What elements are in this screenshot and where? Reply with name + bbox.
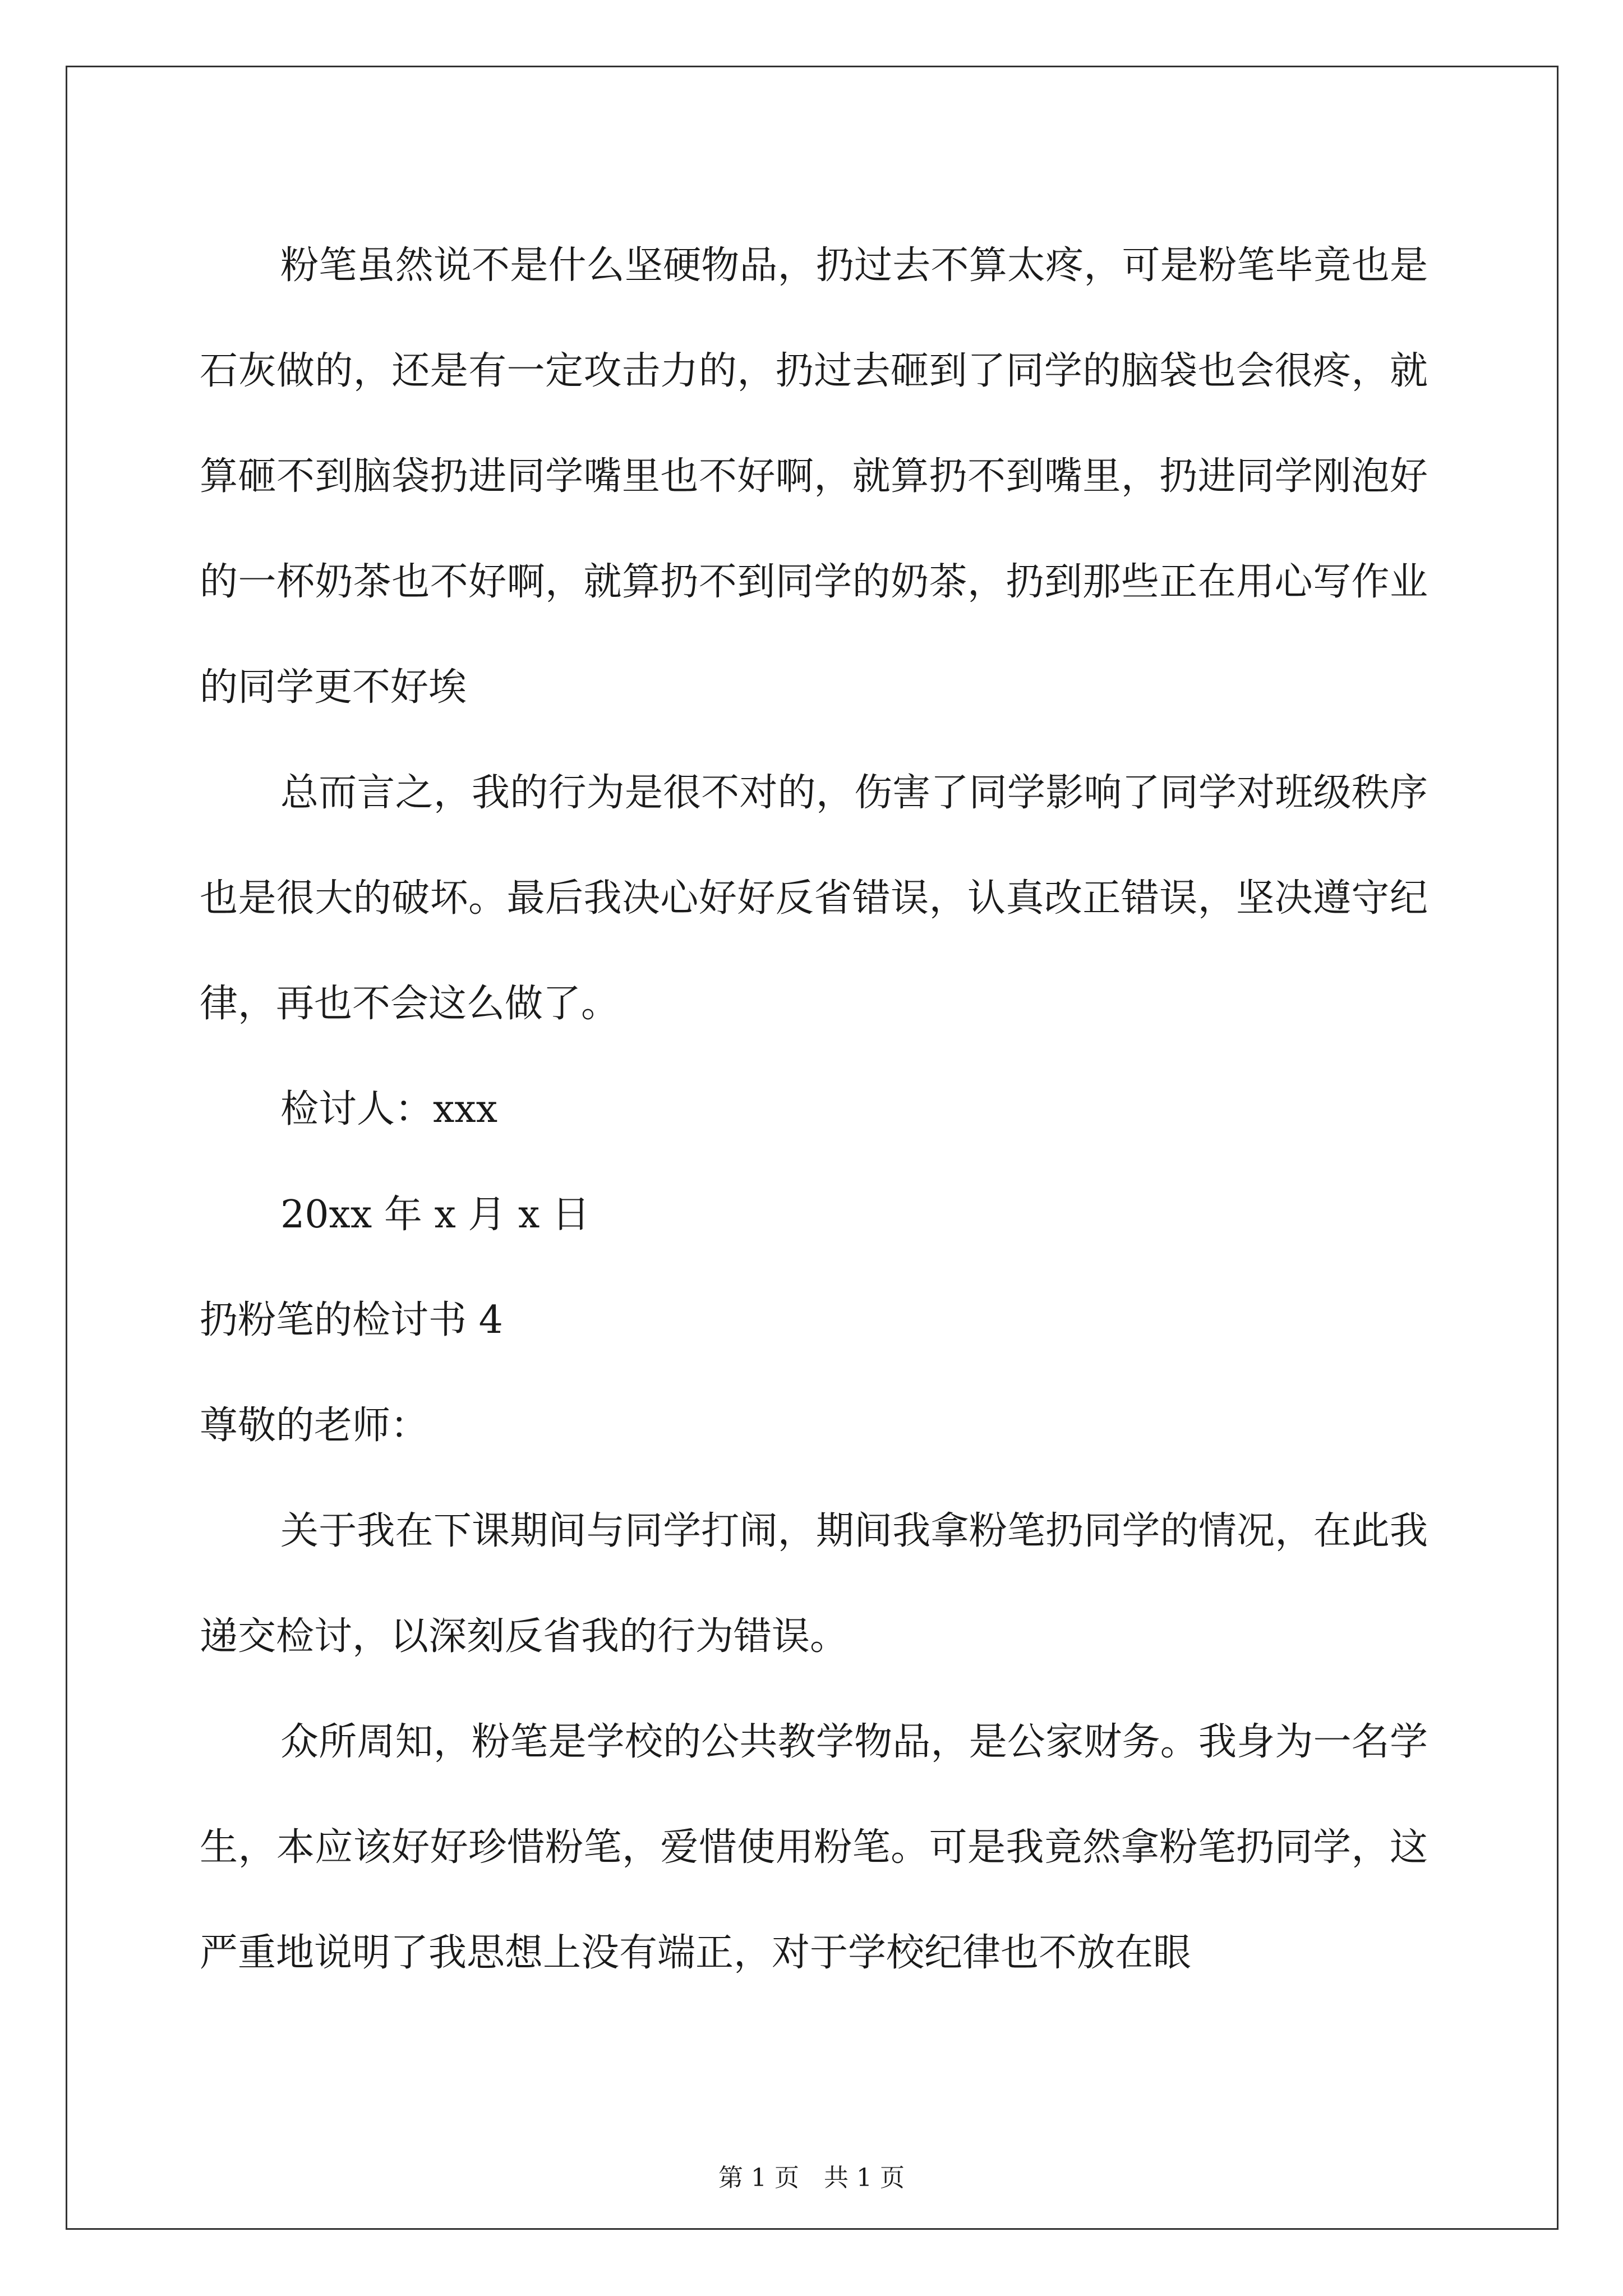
document-body bbox=[200, 213, 1428, 2006]
paragraph-1: 粉笔虽然说不是什么坚硬物品，扔过去不算太疼，可是粉笔毕竟也是石灰做的，还是有一定攻击力的，扔过去砸到了同学的脑袋也会很疼，就算砸不到脑袋扔进同学嘴里也不好啊，就算扔不到嘴里，扔进同学刚泡好的一杯奶茶也不好啊，就算扔不到同学的奶茶，扔到那些正在用心写作业的同学更不好埃 bbox=[200, 243, 1428, 710]
date-line: 20xx 年 x 月 x 日 bbox=[280, 1193, 591, 1237]
paragraph-3: 关于我在下课期间与同学打闹，期间我拿粉笔扔同学的情况，在此我递交检讨，以深刻反省我的行为错误。 bbox=[200, 1509, 1428, 1659]
signature-line: 检讨人：xxx bbox=[280, 1087, 498, 1131]
paragraph-4: 众所周知，粉笔是学校的公共教学物品，是公家财务。我身为一名学生，本应该好好珍惜粉笔，爱惜使用粉笔。可是我竟然拿粉笔扔同学，这严重地说明了我思想上没有端正，对于学校纪律也不放在眼 bbox=[200, 1720, 1428, 1975]
page-footer: 第 1 页 共 1 页 bbox=[718, 2164, 905, 2192]
paragraph-2: 总而言之，我的行为是很不对的，伤害了同学影响了同学对班级秩序也是很大的破坏。最后我决心好好反省错误，认真改正错误，坚决遵守纪律，再也不会这么做了。 bbox=[200, 771, 1428, 1026]
salutation: 尊敬的老师： bbox=[200, 1404, 429, 1448]
section-title: 扔粉笔的检讨书 4 bbox=[200, 1298, 503, 1342]
